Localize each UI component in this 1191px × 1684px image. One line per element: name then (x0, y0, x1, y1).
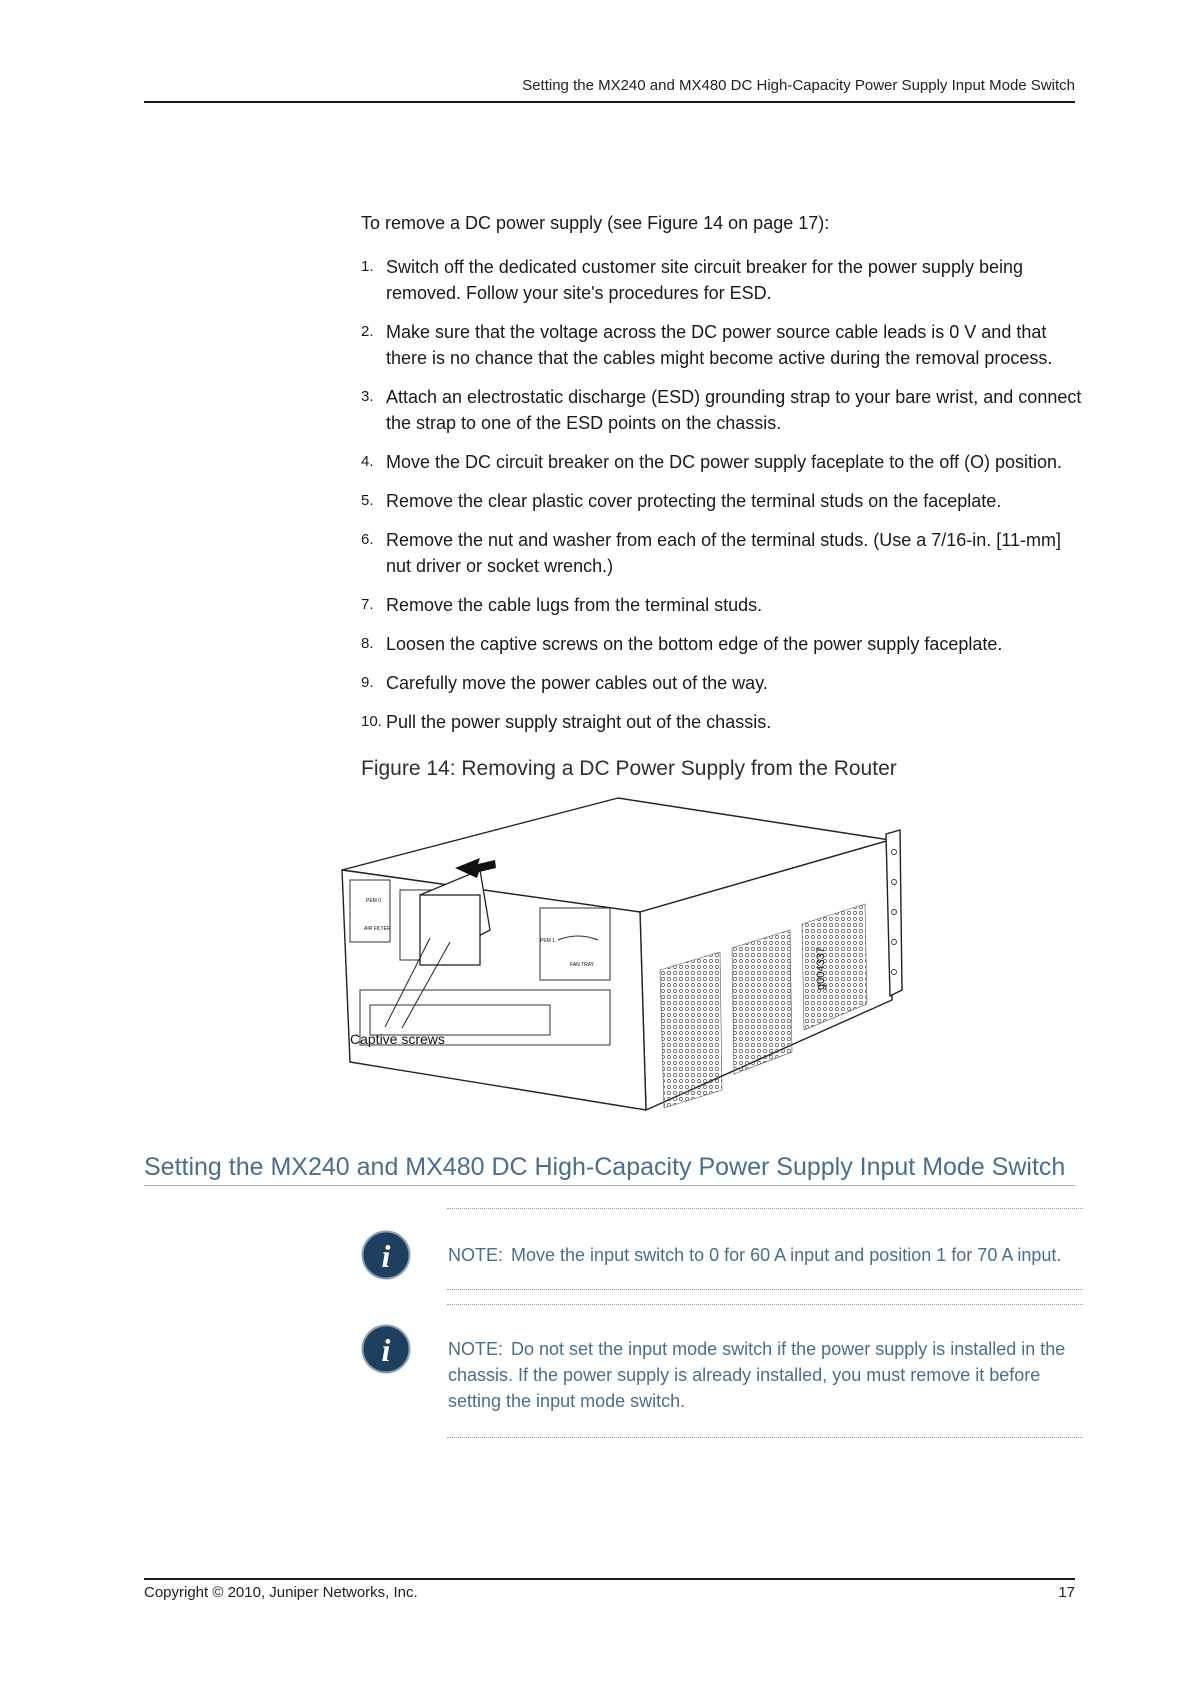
step-text: Loosen the captive screws on the bottom edge of the power supply faceplate. (386, 634, 1003, 654)
step-number: 6. (361, 531, 374, 548)
step-text: Remove the clear plastic cover protecting the terminal studs on the faceplate. (386, 491, 1002, 511)
copyright: Copyright © 2010, Juniper Networks, Inc. (144, 1584, 418, 1601)
step-text: Move the DC circuit breaker on the DC power supply faceplate to the off (O) position. (386, 452, 1062, 472)
step-number: 4. (361, 453, 374, 470)
step-item (361, 592, 1083, 618)
step-text: Carefully move the power cables out of the way. (386, 673, 768, 693)
power-supply-faceplate (420, 895, 480, 965)
info-icon (361, 1324, 411, 1374)
info-icon (361, 1230, 411, 1280)
step-number: 7. (361, 596, 374, 613)
note-block (361, 1208, 1083, 1298)
note-divider (447, 1304, 1083, 1305)
step-number: 2. (361, 323, 374, 340)
note-label: NOTE: (448, 1339, 504, 1359)
step-item (361, 527, 1083, 579)
side-vent-1 (660, 952, 722, 1108)
note-body (448, 1336, 1084, 1414)
step-number: 3. (361, 388, 374, 405)
panel-label: AIR FILTER (364, 926, 391, 932)
step-text: Switch off the dedicated customer site circuit breaker for the power supply being removed. Follow your site's procedures for ESD. (386, 257, 1023, 303)
figure-id: g004337 (815, 947, 827, 990)
side-vent-2 (732, 930, 792, 1074)
intro-text: To remove a DC power supply (see Figure 14 on page 17): (361, 213, 830, 233)
step-text: Remove the cable lugs from the terminal studs. (386, 595, 763, 615)
step-text: Pull the power supply straight out of the chassis. (386, 712, 772, 732)
note-text: Move the input switch to 0 for 60 A input and position 1 for 70 A input. (511, 1245, 1062, 1265)
step-item (361, 254, 1083, 306)
step-item (361, 670, 1083, 696)
svg-text:i: i (381, 1332, 391, 1368)
router-illustration (330, 790, 910, 1130)
callout-label: Captive screws (350, 1031, 445, 1047)
panel-label: FAN TRAY (570, 962, 594, 968)
note-text: Do not set the input mode switch if the power supply is installed in the chassis. If the power supply is already installed, you must remove it before setting the input mode switch. (448, 1339, 1066, 1411)
footer-rule (144, 1578, 1075, 1580)
step-item (361, 709, 1083, 735)
step-number: 1. (361, 258, 374, 275)
step-item (361, 449, 1083, 475)
step-text: Attach an electrostatic discharge (ESD) grounding strap to your bare wrist, and connect the strap to one of the ESD points on the chassis. (386, 387, 1082, 433)
step-item (361, 319, 1083, 371)
step-item (361, 384, 1083, 436)
steps-list (361, 254, 1083, 748)
ear-hole (892, 910, 897, 915)
step-number: 5. (361, 492, 374, 509)
note-block (361, 1304, 1083, 1444)
header-rule (144, 101, 1075, 103)
note-divider (447, 1208, 1083, 1209)
page-number: 17 (1058, 1584, 1075, 1601)
svg-text:i: i (381, 1238, 391, 1274)
step-number: 8. (361, 635, 374, 652)
step-item (361, 631, 1083, 657)
section-heading: Setting the MX240 and MX480 DC High-Capacity Power Supply Input Mode Switch (144, 1150, 1075, 1186)
step-number: 9. (361, 674, 374, 691)
ear-hole (892, 880, 897, 885)
ear-hole (892, 940, 897, 945)
ear-hole (892, 850, 897, 855)
ear-hole (892, 970, 897, 975)
note-divider (447, 1437, 1083, 1438)
figure-caption: Figure 14: Removing a DC Power Supply from the Router (361, 757, 897, 780)
note-label: NOTE: (448, 1245, 504, 1265)
step-item (361, 488, 1083, 514)
note-body (448, 1242, 1084, 1268)
step-number: 10. (361, 713, 382, 730)
panel-label: PEM 0 (366, 898, 382, 904)
step-text: Remove the nut and washer from each of the terminal studs. (Use a 7/16-in. [11-mm] nut driver or socket wrench.) (386, 530, 1061, 576)
note-divider (447, 1289, 1083, 1290)
panel-label: PEM 1 (540, 938, 556, 944)
step-text: Make sure that the voltage across the DC power source cable leads is 0 V and that there is no chance that the cables might become active during the removal process. (386, 322, 1053, 368)
running-header: Setting the MX240 and MX480 DC High-Capacity Power Supply Input Mode Switch (522, 77, 1075, 94)
